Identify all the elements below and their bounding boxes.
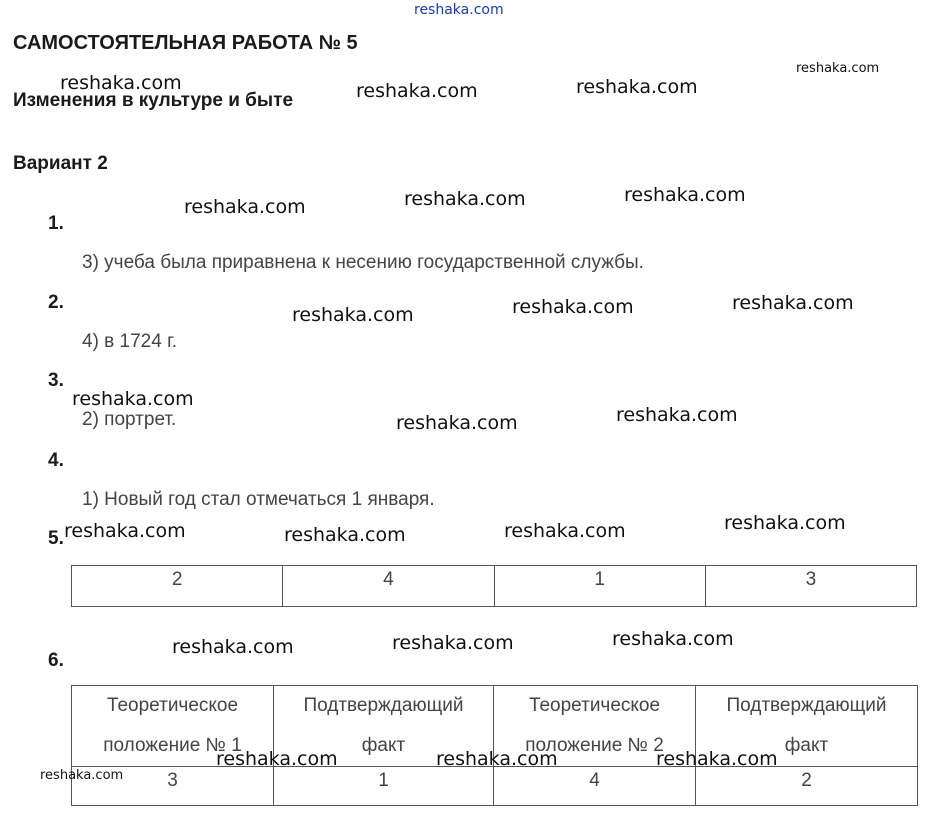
table-cell: 2 — [72, 566, 283, 607]
header-line: Подтверждающий — [303, 695, 464, 716]
question-number: 1. — [48, 213, 64, 234]
header-line: Подтверждающий — [726, 695, 887, 716]
header-line: Теоретическое — [528, 695, 661, 716]
table-cell: 1 — [274, 767, 494, 806]
table-row — [72, 767, 918, 806]
watermark-top: reshaka.com — [414, 2, 504, 18]
header-line: факт — [361, 735, 406, 756]
page-subtitle: Изменения в культуре и быте — [13, 90, 294, 111]
watermark: reshaka.com — [40, 768, 124, 783]
watermark: reshaka.com — [396, 412, 518, 434]
answer-text: 3) учеба была приравнена к несению государственной службы. — [82, 252, 644, 273]
page-title: САМОСТОЯТЕЛЬНАЯ РАБОТА № 5 — [13, 32, 358, 54]
watermark: reshaka.com — [624, 184, 746, 206]
header-line: Теоретическое — [106, 695, 239, 716]
question-number: 4. — [48, 450, 64, 471]
watermark: reshaka.com — [732, 292, 854, 314]
watermark: reshaka.com — [436, 748, 558, 770]
table-cell: 3 — [72, 767, 274, 806]
table-row — [72, 566, 917, 607]
watermark: reshaka.com — [184, 196, 306, 218]
table-cell: 4 — [494, 767, 696, 806]
watermark: reshaka.com — [616, 404, 738, 426]
watermark: reshaka.com — [512, 296, 634, 318]
watermark: reshaka.com — [404, 188, 526, 210]
table-cell: 3 — [705, 566, 916, 607]
watermark: reshaka.com — [356, 80, 478, 102]
watermark: reshaka.com — [796, 61, 880, 76]
watermark: reshaka.com — [576, 76, 698, 98]
question-number: 3. — [48, 370, 64, 391]
answer-table-5 — [71, 565, 917, 607]
variant-label: Вариант 2 — [13, 153, 108, 174]
watermark: reshaka.com — [724, 512, 846, 534]
watermark: reshaka.com — [72, 388, 194, 410]
table-cell: 1 — [494, 566, 705, 607]
watermark: reshaka.com — [504, 520, 626, 542]
table-cell: 4 — [283, 566, 494, 607]
watermark: reshaka.com — [284, 524, 406, 546]
header-line: положение № 2 — [525, 735, 664, 756]
watermark: reshaka.com — [172, 636, 294, 658]
header-line: положение № 1 — [103, 735, 242, 756]
answer-text: 1) Новый год стал отмечаться 1 января. — [82, 489, 435, 510]
question-number: 2. — [48, 292, 64, 313]
answer-text: 4) в 1724 г. — [82, 331, 177, 352]
table-cell: 2 — [696, 767, 918, 806]
answer-text: 2) портрет. — [82, 409, 177, 430]
answer-table-6 — [71, 685, 918, 806]
question-number: 5. — [48, 528, 64, 549]
watermark: reshaka.com — [612, 628, 734, 650]
watermark: reshaka.com — [216, 748, 338, 770]
watermark: reshaka.com — [64, 520, 186, 542]
watermark: reshaka.com — [392, 632, 514, 654]
watermark: reshaka.com — [60, 72, 182, 94]
header-line: факт — [784, 735, 829, 756]
watermark: reshaka.com — [656, 748, 778, 770]
watermark: reshaka.com — [292, 304, 414, 326]
question-number: 6. — [48, 650, 64, 671]
